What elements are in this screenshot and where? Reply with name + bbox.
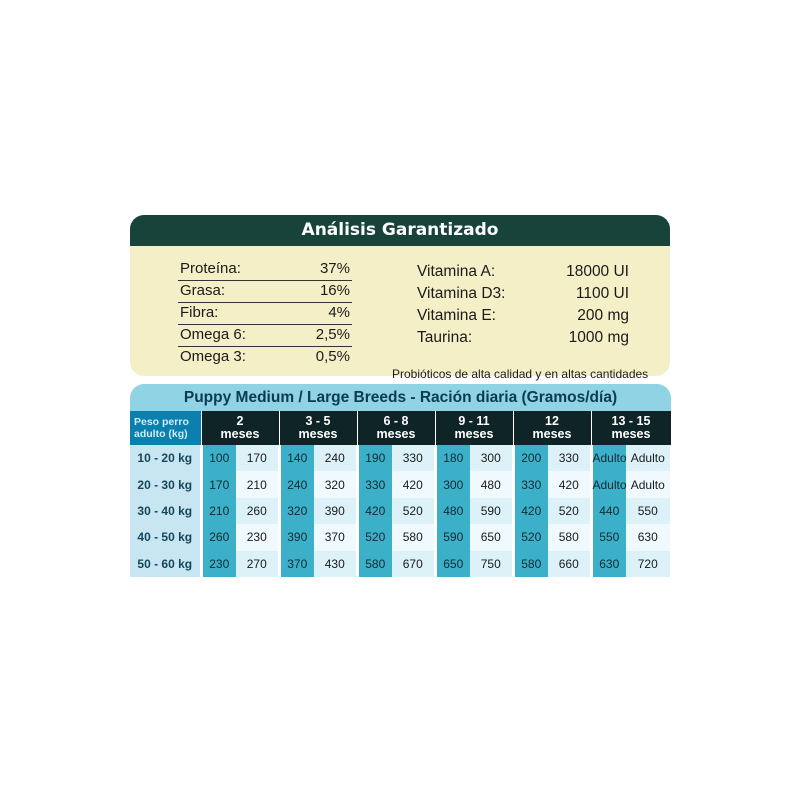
nutrient-row (178, 258, 352, 281)
ration-max-cell: 630 (626, 524, 671, 550)
ration-max-cell: 430 (314, 551, 357, 577)
ration-min-cell: 140 (279, 445, 314, 471)
vitamin-value: 200 mg (577, 307, 629, 324)
weight-cell: 30 - 40 kg (130, 498, 201, 524)
age-line2: meses (532, 427, 572, 441)
ration-max-cell: 480 (470, 471, 513, 497)
ration-min-cell: 180 (435, 445, 470, 471)
vitamin-row (417, 305, 629, 327)
age-line1: 13 - 15 (611, 414, 651, 428)
ration-min-cell: 330 (513, 471, 548, 497)
ration-min-cell: 590 (435, 524, 470, 550)
age-line1: 6 - 8 (383, 414, 409, 428)
ration-panel (130, 384, 671, 577)
ration-min-cell: 240 (279, 471, 314, 497)
age-column-header (435, 411, 513, 445)
nutrient-row (178, 280, 352, 303)
weight-header-line2: adulto (kg) (134, 428, 188, 440)
nutrient-value: 2,5% (315, 326, 350, 343)
ration-min-cell: 170 (201, 471, 236, 497)
ration-title: Puppy Medium / Large Breeds - Ración diaria (Gramos/día) (130, 384, 671, 411)
nutrient-name: Fibra: (180, 304, 219, 321)
ration-max-cell: 170 (236, 445, 279, 471)
age-column-header (279, 411, 357, 445)
age-line1: 3 - 5 (305, 414, 331, 428)
ration-max-cell: 580 (392, 524, 435, 550)
ration-max-cell: 520 (392, 498, 435, 524)
vitamin-row (417, 261, 629, 283)
ration-max-cell: Adulto (626, 445, 671, 471)
ration-min-cell: 260 (201, 524, 236, 550)
table-row (130, 445, 671, 471)
ration-max-cell: 270 (236, 551, 279, 577)
probiotics-note: Probióticos de alta calidad y en altas cantidades (392, 367, 649, 381)
vitamin-row (417, 283, 629, 305)
weight-cell: 10 - 20 kg (130, 445, 201, 471)
nutrient-row (178, 302, 352, 325)
age-line2: meses (220, 427, 260, 441)
ration-max-cell: 390 (314, 498, 357, 524)
age-line2: meses (376, 427, 416, 441)
nutrient-value: 16% (319, 282, 350, 299)
ration-max-cell: Adulto (626, 471, 671, 497)
age-column-header (591, 411, 671, 445)
vitamin-value: 1100 UI (575, 285, 629, 302)
ration-min-cell: Adulto (591, 471, 626, 497)
ration-min-cell: 480 (435, 498, 470, 524)
ration-min-cell: 300 (435, 471, 470, 497)
ration-min-cell: 320 (279, 498, 314, 524)
ration-max-cell: 420 (392, 471, 435, 497)
ration-max-cell: 230 (236, 524, 279, 550)
age-line2: meses (454, 427, 494, 441)
age-line2: meses (611, 427, 651, 441)
ration-min-cell: 440 (591, 498, 626, 524)
nutrient-name: Omega 3: (180, 348, 246, 365)
ration-max-cell: 750 (470, 551, 513, 577)
table-row (130, 498, 671, 524)
ration-max-cell: 420 (548, 471, 591, 497)
weight-column-header (130, 411, 201, 445)
age-column-header (357, 411, 435, 445)
vitamin-name: Vitamina A: (417, 263, 496, 280)
ration-min-cell: 370 (279, 551, 314, 577)
ration-min-cell: 520 (513, 524, 548, 550)
ration-max-cell: 660 (548, 551, 591, 577)
ration-min-cell: 390 (279, 524, 314, 550)
ration-min-cell: 580 (513, 551, 548, 577)
table-row (130, 524, 671, 550)
age-line1: 9 - 11 (458, 414, 490, 428)
nutrient-value: 0,5% (315, 348, 350, 365)
ration-min-cell: 520 (357, 524, 392, 550)
vitamin-row (417, 327, 629, 349)
nutrient-row (178, 324, 352, 347)
ration-min-cell: 420 (357, 498, 392, 524)
ration-min-cell: 100 (201, 445, 236, 471)
ration-table (130, 411, 673, 577)
ration-min-cell: 190 (357, 445, 392, 471)
nutrient-value: 37% (319, 260, 350, 277)
ration-max-cell: 550 (626, 498, 671, 524)
vitamin-name: Vitamina E: (417, 307, 496, 324)
table-row (130, 471, 671, 497)
nutrient-name: Omega 6: (180, 326, 246, 343)
vitamin-value: 1000 mg (568, 329, 629, 346)
ration-max-cell: 580 (548, 524, 591, 550)
analysis-panel (130, 215, 670, 381)
age-line1: 12 (545, 414, 559, 428)
age-column-header (201, 411, 279, 445)
analysis-body (130, 246, 670, 381)
ration-min-cell: 200 (513, 445, 548, 471)
ration-min-cell: 550 (591, 524, 626, 550)
ration-max-cell: 330 (548, 445, 591, 471)
ration-min-cell: 230 (201, 551, 236, 577)
age-line1: 2 (236, 414, 244, 428)
ration-min-cell: 210 (201, 498, 236, 524)
ration-min-cell: 650 (435, 551, 470, 577)
ration-max-cell: 240 (314, 445, 357, 471)
weight-header-line1: Peso perro (134, 416, 189, 428)
nutrient-name: Grasa: (180, 282, 226, 299)
weight-cell: 40 - 50 kg (130, 524, 201, 550)
ration-min-cell: Adulto (591, 445, 626, 471)
ration-max-cell: 670 (392, 551, 435, 577)
weight-cell: 20 - 30 kg (130, 471, 201, 497)
weight-cell: 50 - 60 kg (130, 551, 201, 577)
ration-min-cell: 580 (357, 551, 392, 577)
nutrient-name: Proteína: (180, 260, 241, 277)
ration-min-cell: 420 (513, 498, 548, 524)
ration-min-cell: 630 (591, 551, 626, 577)
ration-max-cell: 720 (626, 551, 671, 577)
nutrient-row (178, 346, 352, 368)
ration-max-cell: 320 (314, 471, 357, 497)
nutrient-value: 4% (328, 304, 350, 321)
ration-table-body (130, 445, 671, 577)
ration-max-cell: 520 (548, 498, 591, 524)
ration-max-cell: 590 (470, 498, 513, 524)
age-line2: meses (298, 427, 338, 441)
age-column-header (513, 411, 591, 445)
vitamin-name: Vitamina D3: (417, 285, 506, 302)
ration-min-cell: 330 (357, 471, 392, 497)
analysis-title: Análisis Garantizado (130, 215, 670, 246)
vitamin-name: Taurina: (417, 329, 473, 346)
ration-max-cell: 300 (470, 445, 513, 471)
vitamin-value: 18000 UI (566, 263, 629, 280)
ration-max-cell: 210 (236, 471, 279, 497)
ration-max-cell: 330 (392, 445, 435, 471)
ration-max-cell: 650 (470, 524, 513, 550)
ration-max-cell: 370 (314, 524, 357, 550)
ration-max-cell: 260 (236, 498, 279, 524)
table-row (130, 551, 671, 577)
